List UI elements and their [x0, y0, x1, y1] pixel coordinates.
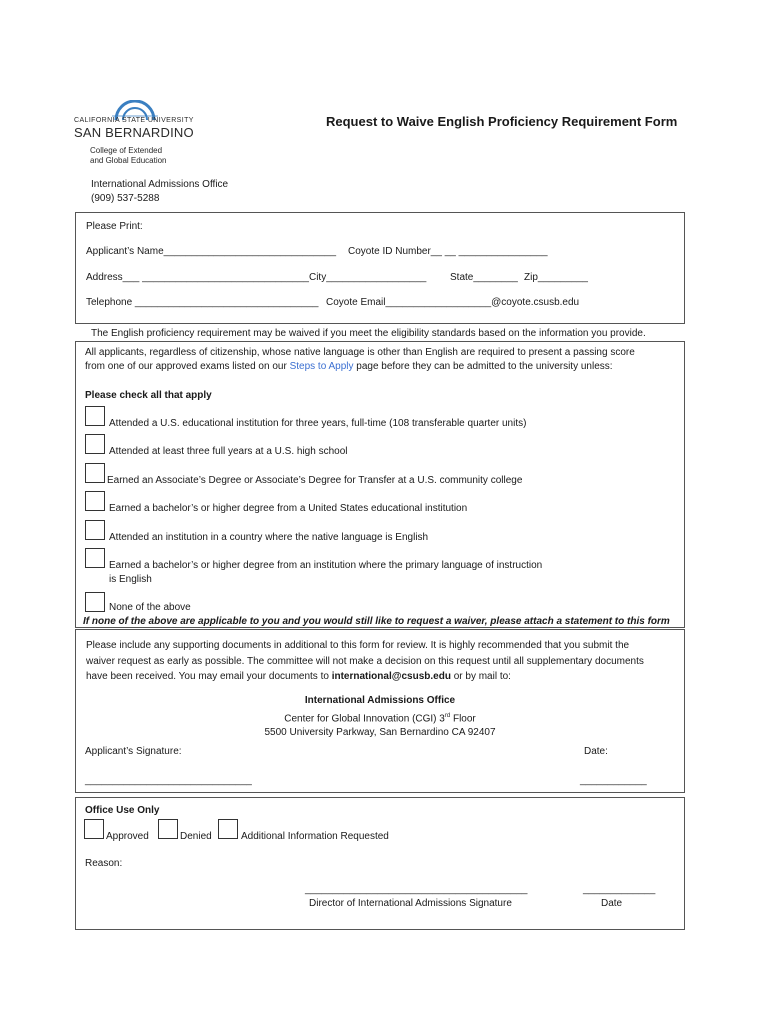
criteria-intro-text: from one of our approved exams listed on our: [85, 361, 287, 372]
submission-instructions: [86, 638, 678, 685]
international-email-link[interactable]: international@csusb.edu: [331, 671, 451, 682]
approved-label: Approved: [106, 831, 149, 842]
address-title: International Admissions Office: [304, 695, 456, 706]
option-label-7: None of the above: [109, 602, 191, 613]
director-signature-line[interactable]: ________________________________________: [305, 884, 528, 895]
logo-main-text: SAN BERNARDINO: [74, 125, 194, 140]
option-label-1: Attended a U.S. educational institution for three years, full-time (108 transferable quarter units): [109, 418, 527, 429]
option-label-6: Earned a bachelor’s or higher degree from an institution where the primary language of instruction: [109, 560, 543, 571]
submission-section: [75, 629, 685, 793]
logo-sub-text: [90, 146, 167, 166]
criteria-intro-line2: [85, 361, 613, 372]
criteria-intro-text-end: page before they can be admitted to the university unless:: [356, 361, 613, 372]
reason-label: Reason:: [85, 858, 123, 869]
office-name: International Admissions Office: [91, 179, 229, 190]
applicant-signature-line[interactable]: ______________________________: [85, 775, 252, 786]
address-city-field[interactable]: Address___ ______________________________City__________________: [86, 272, 427, 283]
additional-info-checkbox[interactable]: [218, 819, 238, 839]
additional-info-label: Additional Information Requested: [241, 831, 389, 842]
eligibility-note: The English proficiency requirement may be waived if you meet the eligibility standards based on the information you provide.: [91, 328, 646, 339]
option-label-3: Earned an Associate’s Degree or Associate’s Degree for Transfer at a U.S. community college: [107, 475, 523, 486]
office-use-heading: Office Use Only: [85, 805, 160, 816]
zip-field[interactable]: Zip_________: [524, 272, 588, 283]
submission-line-3-end: or by mail to:: [453, 671, 511, 682]
university-logo: [74, 100, 204, 170]
option-checkbox-1[interactable]: [85, 406, 105, 426]
mailing-address: [76, 694, 684, 741]
address-line-1: [76, 709, 684, 727]
telephone-field[interactable]: Telephone _________________________________: [86, 297, 319, 308]
applicant-name-field[interactable]: Applicant’s Name_______________________________: [86, 246, 337, 257]
date-label: Date:: [584, 746, 608, 757]
option-checkbox-2[interactable]: [85, 434, 105, 454]
state-field[interactable]: State________: [450, 272, 518, 283]
option-checkbox-3[interactable]: [85, 463, 105, 483]
approved-checkbox[interactable]: [84, 819, 104, 839]
option-checkbox-4[interactable]: [85, 491, 105, 511]
logo-top-text: CALIFORNIA STATE UNIVERSITY: [74, 117, 194, 124]
submission-line-1: Please include any supporting documents in additional to this form for review. It is highly recommended that you submit the: [86, 640, 630, 651]
option-label-5: Attended an institution in a country where the native language is English: [109, 532, 429, 543]
option-label-4: Earned a bachelor’s or higher degree from a United States educational institution: [109, 503, 468, 514]
option-label-6-cont: is English: [109, 574, 152, 585]
director-date-line[interactable]: _____________: [583, 884, 656, 895]
eligibility-criteria-section: [75, 341, 685, 628]
office-phone: (909) 537-5288: [91, 193, 160, 204]
submission-line-3-text: have been received. You may email your documents to: [86, 671, 329, 682]
please-print-heading: Please Print:: [86, 221, 143, 232]
steps-to-apply-link[interactable]: Steps to Apply: [289, 361, 354, 372]
signature-date-line[interactable]: ____________: [580, 775, 647, 786]
criteria-intro-line1: All applicants, regardless of citizenship, whose native language is other than English are required to present a passing score: [85, 347, 635, 358]
check-all-heading: Please check all that apply: [85, 390, 212, 401]
address-line-2: 5500 University Parkway, San Bernardino CA 92407: [264, 727, 496, 739]
director-signature-label: Director of International Admissions Signature: [309, 898, 512, 909]
coyote-id-field[interactable]: Coyote ID Number__ __ ________________: [348, 246, 548, 257]
address-superscript: rd: [444, 712, 451, 719]
logo-sub-line1: College of Extended: [90, 146, 163, 155]
form-title: Request to Waive English Proficiency Requirement Form: [326, 114, 678, 129]
submission-line-3: [86, 669, 678, 685]
office-info: [91, 178, 228, 206]
option-checkbox-5[interactable]: [85, 520, 105, 540]
submission-line-2: waiver request as early as possible. The committee will not make a decision on this request until all supplementary documents: [86, 655, 644, 667]
logo-sub-line2: and Global Education: [90, 156, 167, 165]
director-date-label: Date: [601, 898, 623, 909]
denied-checkbox[interactable]: [158, 819, 178, 839]
option-checkbox-7[interactable]: [85, 592, 105, 612]
address-line-1-end: Floor: [450, 712, 476, 724]
denied-label: Denied: [180, 831, 212, 842]
address-line-1-text: Center for Global Innovation (CGI) 3: [284, 712, 445, 724]
option-label-2: Attended at least three full years at a U.S. high school: [109, 446, 348, 457]
applicant-info-section: [75, 212, 685, 324]
waiver-statement-warning: If none of the above are applicable to you and you would still like to request a waiver, please attach a statement to this form: [83, 616, 670, 627]
coyote-email-field[interactable]: Coyote Email___________________@coyote.csusb.edu: [326, 297, 580, 308]
applicant-signature-label: Applicant’s Signature:: [85, 746, 182, 757]
option-checkbox-6[interactable]: [85, 548, 105, 568]
office-use-section: [75, 797, 685, 930]
